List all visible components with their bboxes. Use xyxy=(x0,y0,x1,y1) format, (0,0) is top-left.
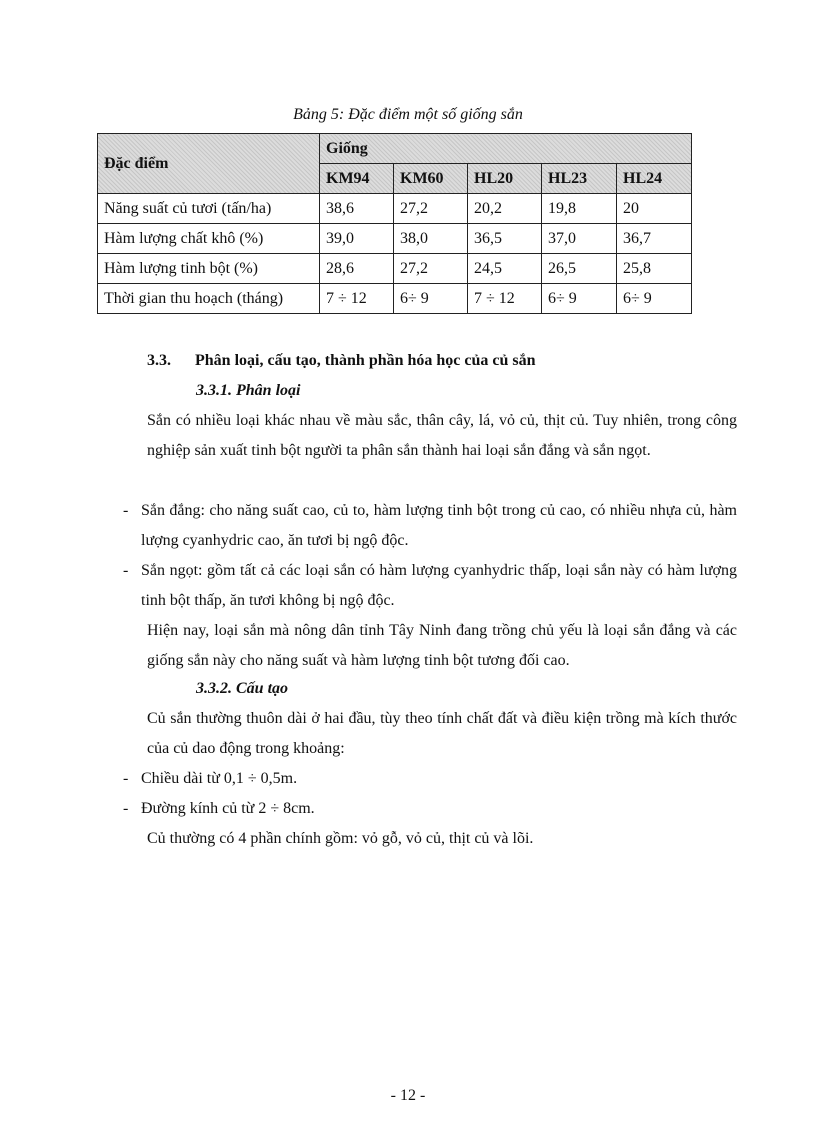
table-cell: 6÷ 9 xyxy=(542,284,617,314)
list-item-length xyxy=(97,764,737,794)
bullet-marker: - xyxy=(123,502,129,519)
table-cell: 27,2 xyxy=(394,254,468,284)
header-variety-group: Giống xyxy=(320,134,692,164)
table-cell: 36,7 xyxy=(617,224,692,254)
list-item-text: Sắn ngọt: gồm tất cả các loại sắn có hàm lượng cyanhydric thấp, loại sắn này có hàm lượng tinh bột thấp, ăn tươi không bị ngộ độc. xyxy=(141,562,737,609)
section-heading xyxy=(147,352,536,370)
table-cell: 19,8 xyxy=(542,194,617,224)
table-cell: 37,0 xyxy=(542,224,617,254)
row-label: Hàm lượng tinh bột (%) xyxy=(98,254,320,284)
table-row xyxy=(98,284,692,314)
paragraph-classification-intro xyxy=(97,406,737,466)
table-cell: 7 ÷ 12 xyxy=(468,284,542,314)
header-variety: HL20 xyxy=(468,164,542,194)
paragraph-structure-intro xyxy=(97,704,737,764)
list-item-text: Chiều dài từ 0,1 ÷ 0,5m. xyxy=(141,770,298,787)
subsection-heading-structure: 3.3.2. Cấu tạo xyxy=(196,680,289,697)
list-item-text: Đường kính củ từ 2 ÷ 8cm. xyxy=(141,800,315,817)
table-cell: 6÷ 9 xyxy=(394,284,468,314)
table-header-row xyxy=(98,134,692,164)
paragraph-structure-closing xyxy=(97,824,737,854)
table-cell: 27,2 xyxy=(394,194,468,224)
list-item-bitter-cassava xyxy=(97,496,737,556)
table-cell: 38,6 xyxy=(320,194,394,224)
list-item-sweet-cassava xyxy=(97,556,737,616)
table-cell: 38,0 xyxy=(394,224,468,254)
header-variety: HL24 xyxy=(617,164,692,194)
row-label: Năng suất củ tươi (tấn/ha) xyxy=(98,194,320,224)
bullet-marker: - xyxy=(123,800,129,817)
paragraph-classification-closing xyxy=(97,616,737,676)
table-cell: 28,6 xyxy=(320,254,394,284)
table-row xyxy=(98,254,692,284)
paragraph-text: Củ thường có 4 phần chính gồm: vỏ gỗ, vỏ củ, thịt củ và lõi. xyxy=(147,830,534,847)
table-cell: 25,8 xyxy=(617,254,692,284)
header-variety: KM94 xyxy=(320,164,394,194)
header-feature: Đặc điểm xyxy=(98,134,320,194)
header-variety: KM60 xyxy=(394,164,468,194)
paragraph-text: Sắn có nhiều loại khác nhau về màu sắc, thân cây, lá, vỏ củ, thịt củ. Tuy nhiên, trong công nghiệp sản xuất tinh bột người ta phân sắn thành hai loại sắn đắng và sắn ngọt. xyxy=(147,412,737,459)
table-cell: 20 xyxy=(617,194,692,224)
varieties-table xyxy=(97,133,692,314)
row-label: Hàm lượng chất khô (%) xyxy=(98,224,320,254)
section-number: 3.3. xyxy=(147,352,171,369)
row-label: Thời gian thu hoạch (tháng) xyxy=(98,284,320,314)
section-title: Phân loại, cấu tạo, thành phần hóa học của củ sắn xyxy=(195,352,536,369)
bullet-marker: - xyxy=(123,562,129,579)
table-cell: 24,5 xyxy=(468,254,542,284)
paragraph-text: Củ sắn thường thuôn dài ở hai đầu, tùy theo tính chất đất và điều kiện trồng mà kích thước của củ dao động trong khoảng: xyxy=(147,710,737,757)
list-item-text: Sắn đắng: cho năng suất cao, củ to, hàm lượng tinh bột trong củ cao, có nhiều nhựa củ, hàm lượng cyanhydric cao, ăn tươi bị ngộ độc. xyxy=(141,502,737,549)
table-cell: 7 ÷ 12 xyxy=(320,284,394,314)
header-variety: HL23 xyxy=(542,164,617,194)
list-item-diameter xyxy=(97,794,737,824)
table-row xyxy=(98,194,692,224)
bullet-marker: - xyxy=(123,770,129,787)
page-number: - 12 - xyxy=(390,1087,426,1104)
paragraph-text: Hiện nay, loại sắn mà nông dân tỉnh Tây Ninh đang trồng chủ yếu là loại sắn đắng và các giống sắn này cho năng suất và hàm lượng tinh bột tương đối cao. xyxy=(147,622,737,669)
table-cell: 6÷ 9 xyxy=(617,284,692,314)
table-cell: 20,2 xyxy=(468,194,542,224)
table-cell: 26,5 xyxy=(542,254,617,284)
table-caption: Bảng 5: Đặc điểm một số giống sắn xyxy=(293,106,523,123)
table-cell: 39,0 xyxy=(320,224,394,254)
subsection-heading-classification: 3.3.1. Phân loại xyxy=(196,382,301,399)
table-cell: 36,5 xyxy=(468,224,542,254)
table-row xyxy=(98,224,692,254)
